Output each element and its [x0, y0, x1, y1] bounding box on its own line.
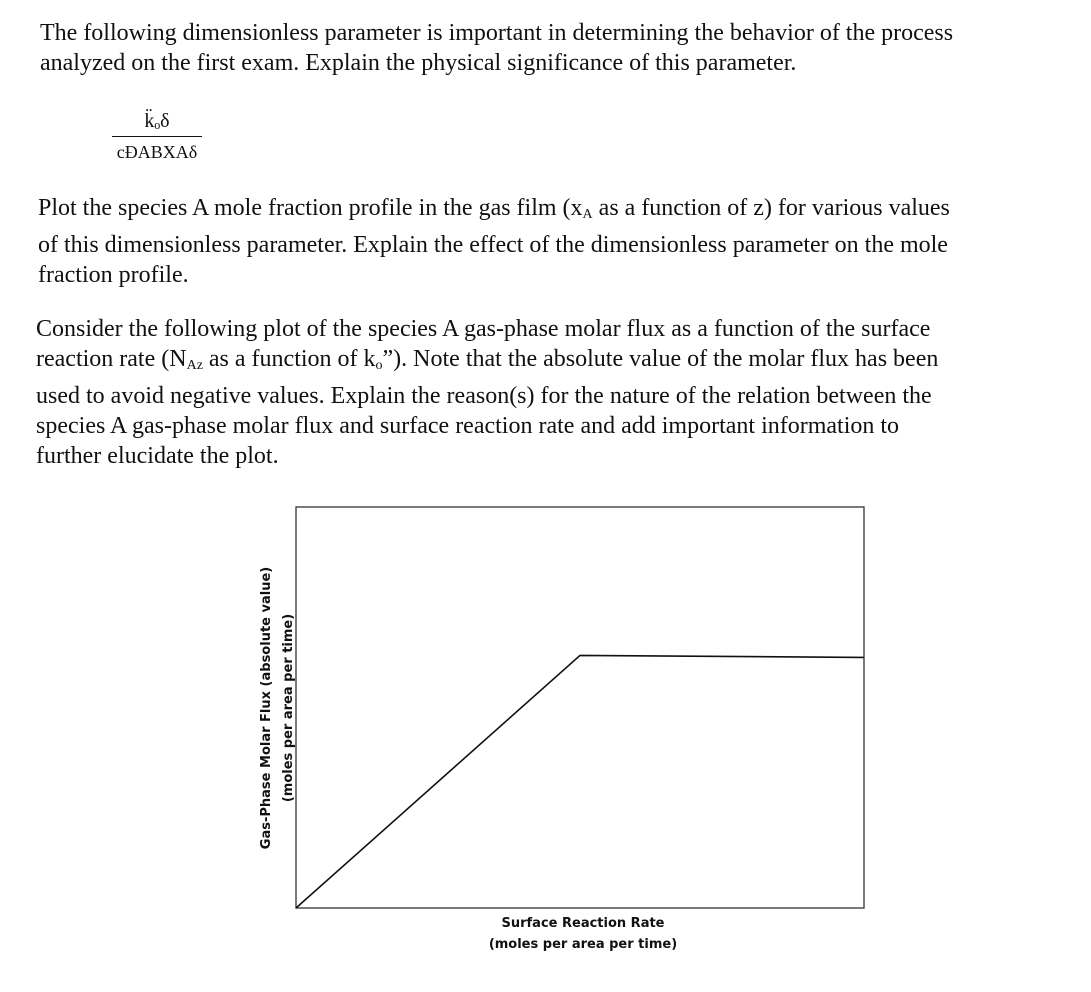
text-run: ”). Note that the absolute value of the molar flux has been: [382, 346, 939, 372]
paragraph-line: fraction profile.: [38, 262, 189, 288]
x-axis-unit-label: (moles per area per time): [488, 937, 678, 952]
paragraph-line: The following dimensionless parameter is important in determining the behavior of the process: [40, 20, 954, 46]
parameter-denominator: cĐABXAδ: [116, 142, 198, 162]
text-run: Plot the species A mole fraction profile in the gas film (x: [38, 195, 583, 221]
text-run: as a function of z) for various values: [592, 195, 950, 221]
y-axis-label: Gas-Phase Molar Flux (absolute value): [259, 566, 274, 850]
paragraph-line: of this dimensionless parameter. Explain the effect of the dimensionless parameter on the mole: [38, 232, 948, 258]
y-axis-unit-label: (moles per area per time): [281, 613, 296, 803]
text-run: reaction rate (N: [36, 346, 187, 372]
subscript: A: [582, 207, 593, 222]
paragraph-line: used to avoid negative values. Explain the reason(s) for the nature of the relation between the: [36, 383, 932, 409]
subscript: o: [375, 358, 383, 373]
plot-frame: [296, 507, 864, 908]
parameter-numerator: k̈ₒδ: [144, 110, 170, 132]
subscript: Az: [186, 358, 203, 373]
x-axis-label: Surface Reaction Rate: [501, 916, 665, 931]
flux-series-line: [296, 655, 864, 908]
paragraph-line: further elucidate the plot.: [36, 443, 279, 469]
paragraph-line: species A gas-phase molar flux and surface reaction rate and add important information to: [36, 413, 900, 439]
paragraph-line: Consider the following plot of the species A gas-phase molar flux as a function of the surface: [36, 316, 931, 342]
text-run: as a function of k: [202, 346, 376, 372]
paragraph-line: analyzed on the first exam. Explain the physical significance of this parameter.: [40, 50, 797, 76]
